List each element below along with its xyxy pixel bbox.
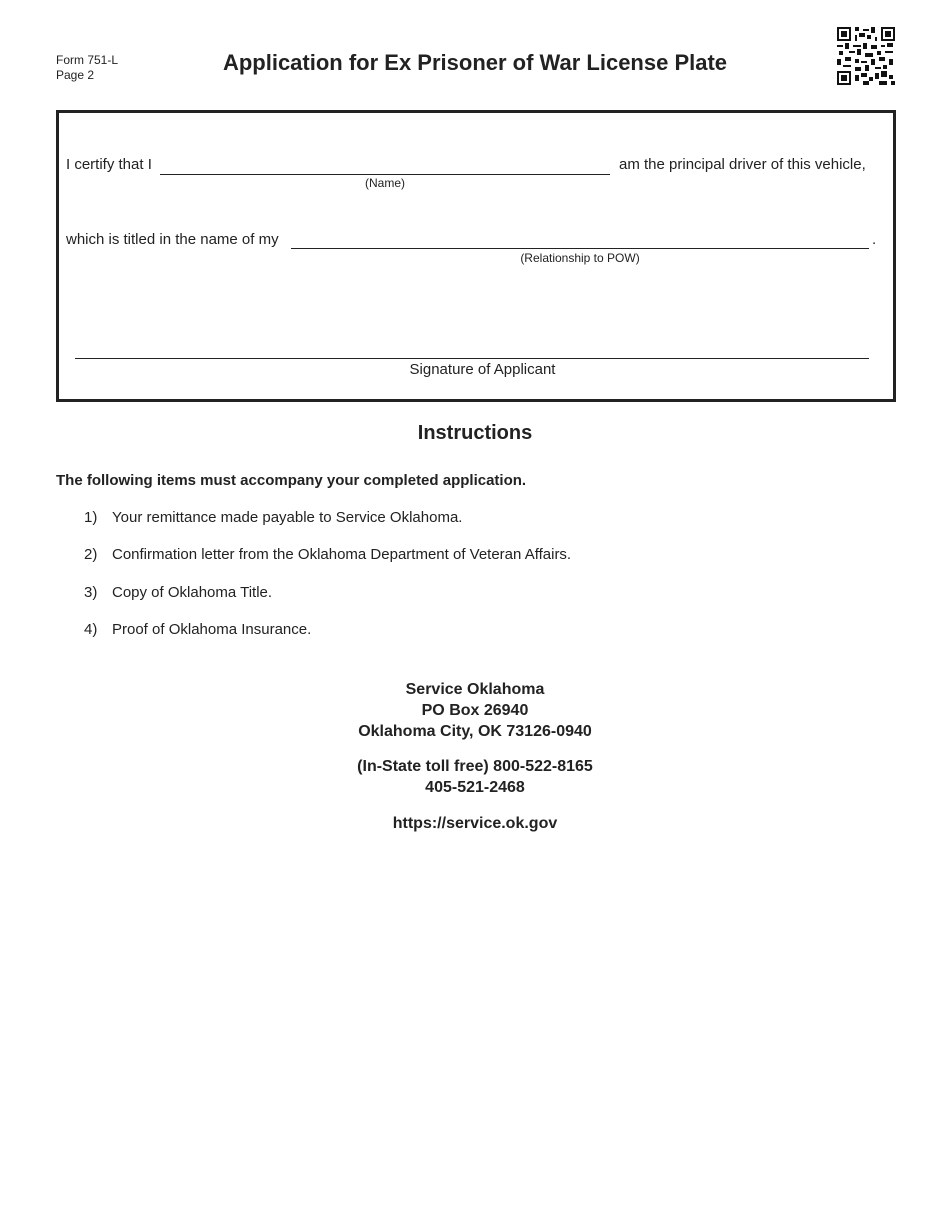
instructions-heading: Instructions — [417, 422, 533, 444]
relationship-caption: (Relationship to POW) — [520, 251, 640, 265]
relationship-input-line[interactable] — [291, 247, 869, 249]
local-phone: 405-521-2468 — [425, 779, 525, 796]
name-caption: (Name) — [364, 176, 405, 190]
item-number: 2) — [84, 546, 98, 563]
name-input-line[interactable] — [160, 173, 610, 175]
list-item — [84, 546, 571, 563]
item-text: Confirmation letter from the Oklahoma Department of Veteran Affairs. — [112, 546, 572, 563]
titled-period: . — [872, 231, 877, 248]
instructions-intro: The following items must accompany your completed application. — [56, 472, 527, 489]
item-text: Copy of Oklahoma Title. — [112, 584, 273, 601]
list-item — [84, 584, 272, 601]
list-item — [84, 509, 462, 526]
qr-code-icon — [837, 27, 895, 85]
phone-block — [0, 756, 950, 798]
item-number: 3) — [84, 584, 98, 601]
item-number: 1) — [84, 509, 98, 526]
page-label: Page 2 — [56, 68, 95, 82]
signature-line[interactable] — [75, 357, 869, 359]
list-item — [84, 621, 311, 638]
po-box: PO Box 26940 — [421, 702, 529, 719]
form-number: Form 751-L — [56, 53, 119, 67]
page-title: Application for Ex Prisoner of War License Plate — [222, 50, 728, 75]
toll-free-phone: (In-State toll free) 800-522-8165 — [357, 758, 593, 775]
item-text: Proof of Oklahoma Insurance. — [112, 621, 312, 638]
titled-prefix: which is titled in the name of my — [66, 231, 279, 248]
agency-name: Service Oklahoma — [405, 681, 545, 698]
website-link[interactable]: https://service.ok.gov — [392, 815, 558, 832]
item-number: 4) — [84, 621, 98, 638]
item-text: Your remittance made payable to Service Oklahoma. — [112, 509, 463, 526]
certify-suffix: am the principal driver of this vehicle, — [619, 156, 866, 173]
signature-caption: Signature of Applicant — [409, 361, 556, 378]
certify-prefix: I certify that I — [66, 156, 152, 173]
mailing-address — [0, 679, 950, 742]
city-state-zip: Oklahoma City, OK 73126-0940 — [358, 723, 592, 740]
